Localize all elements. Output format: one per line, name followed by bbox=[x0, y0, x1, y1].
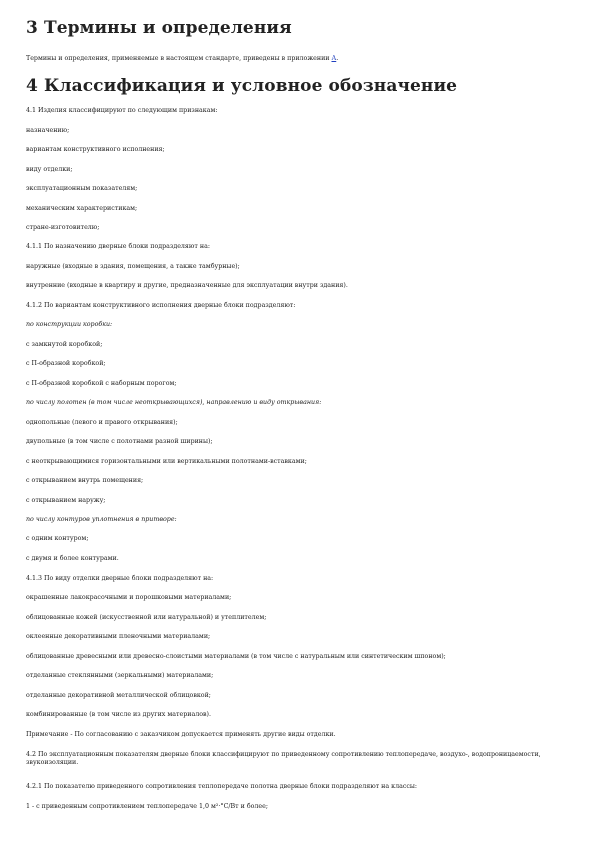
list-item: с П-образной коробкой с наборным порогом; bbox=[26, 380, 177, 387]
list-item: двупольные (в том числе с полотнами разной ширины); bbox=[26, 438, 213, 445]
list-item: механическим характеристикам; bbox=[26, 205, 138, 212]
list-item: назначению; bbox=[26, 127, 70, 134]
list-item: с двумя и более контурами. bbox=[26, 555, 119, 562]
paragraph-4-2-1: 4.2.1 По показателю приведенного сопротивления теплопередаче полотна дверные блоки подразделяют на классы: bbox=[26, 783, 418, 790]
list-item: с замкнутой коробкой; bbox=[26, 341, 103, 348]
list-item: с открыванием наружу; bbox=[26, 497, 106, 504]
subheading-box-construction: по конструкции коробки: bbox=[26, 321, 113, 328]
section-3-text-end: . bbox=[336, 55, 339, 62]
subheading-leaf-count: по числу полотен (в том числе неоткрывающихся), направлению и виду открывания: bbox=[26, 399, 322, 406]
list-item: оклеенные декоративными пленочными материалами; bbox=[26, 633, 211, 640]
paragraph-4-1-2: 4.1.2 По вариантам конструктивного исполнения дверные блоки подразделяют: bbox=[26, 302, 296, 309]
list-item: комбинированные (в том числе из других материалов). bbox=[26, 711, 211, 718]
paragraph-4-2: 4.2 По эксплуатационным показателям дверные блоки классифицируют по приведенному сопротивлению теплопередаче, воздухо-, водопроницаемости, звукоизоляции. bbox=[26, 751, 541, 766]
section-3-text: Термины и определения, применяемые в настоящем стандарте, приведены в приложении bbox=[26, 55, 332, 62]
list-item: виду отделки; bbox=[26, 166, 73, 173]
list-item: отделанные декоративной металлической облицовкой; bbox=[26, 692, 211, 699]
list-item: эксплуатационным показателям; bbox=[26, 185, 138, 192]
list-item: вариантам конструктивного исполнения; bbox=[26, 146, 165, 153]
note: Примечание - По согласованию с заказчиком допускается применять другие виды отделки. bbox=[26, 731, 336, 738]
list-item: стране-изготовителю; bbox=[26, 224, 100, 231]
list-item: с П-образной коробкой; bbox=[26, 360, 106, 367]
list-item: облицованные кожей (искусственной или натуральной) и утеплителем; bbox=[26, 614, 267, 621]
section-3-paragraph bbox=[26, 55, 338, 63]
list-item: с неоткрывающимися горизонтальными или вертикальными полотнами-вставками; bbox=[26, 458, 307, 465]
list-item: окрашенные лакокрасочными и порошковыми материалами; bbox=[26, 594, 232, 601]
appendix-a-link[interactable]: А bbox=[331, 55, 337, 62]
list-item: внутренние (входные в квартиру и другие, предназначенные для эксплуатации внутри здания). bbox=[26, 282, 348, 289]
list-item: с открыванием внутрь помещения; bbox=[26, 477, 144, 484]
list-item: наружные (входные в здания, помещения, а также тамбурные); bbox=[26, 263, 240, 270]
section-4-heading: 4 Классификация и условное обозначение bbox=[26, 76, 458, 96]
paragraph-4-1-3: 4.1.3 По виду отделки дверные блоки подразделяют на: bbox=[26, 575, 214, 582]
list-item: отделанные стеклянными (зеркальными) материалами; bbox=[26, 672, 214, 679]
paragraph-4-1: 4.1 Изделия классифицируют по следующим признакам: bbox=[26, 107, 218, 114]
list-item: однопольные (левого и правого открывания); bbox=[26, 419, 178, 426]
section-3-heading: 3 Термины и определения bbox=[26, 18, 292, 38]
paragraph-4-1-1: 4.1.1 По назначению дверные блоки подразделяют на: bbox=[26, 243, 210, 250]
list-item: с одним контуром; bbox=[26, 535, 89, 542]
list-item: облицованные древесными или древесно-слоистыми материалами (в том числе с натуральным или синтетическим шпоном); bbox=[26, 653, 446, 660]
list-item: 1 - с приведенным сопротивлением теплопередаче 1,0 м²·°С/Вт и более; bbox=[26, 803, 268, 810]
subheading-seal-contours: по числу контуров уплотнения в притворе: bbox=[26, 516, 177, 523]
